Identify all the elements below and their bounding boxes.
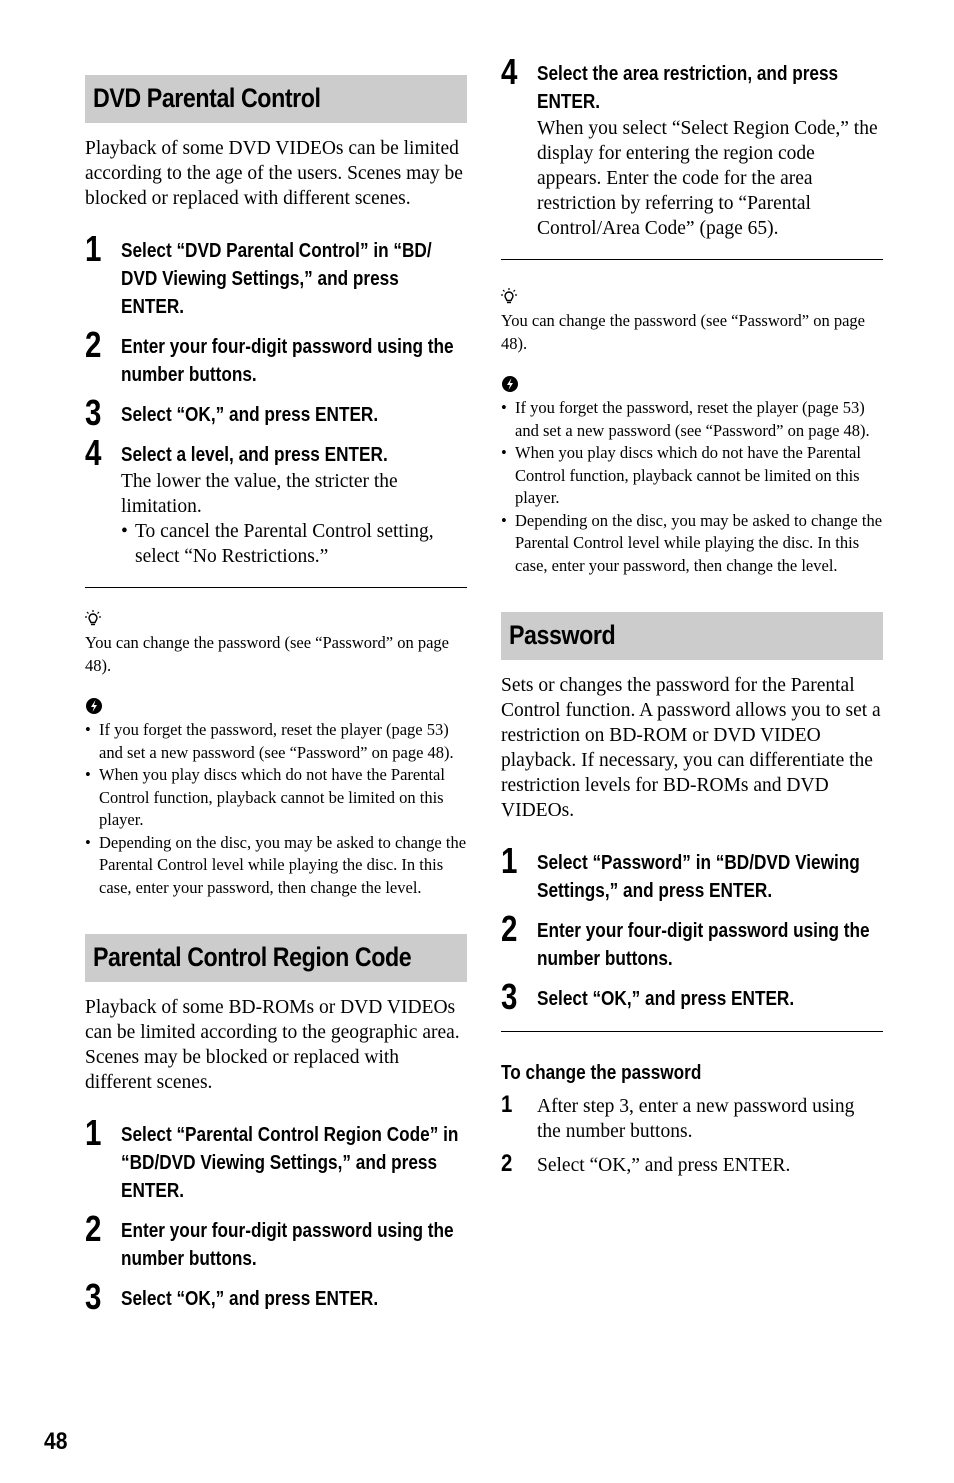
- hint-text: You can change the password (see “Password” on page 48).: [501, 311, 865, 353]
- divider: [501, 259, 883, 260]
- right-column: [501, 51, 883, 1178]
- step-number: 4: [85, 432, 102, 473]
- step-text: Select the area restriction, and press ENTER.: [537, 63, 839, 113]
- step-number: 1: [85, 1112, 102, 1153]
- region-code-steps: [85, 1112, 467, 1317]
- change-step-text: After step 3, enter a new password using the number buttons.: [537, 1096, 855, 1142]
- step-description: The lower the value, the stricter the limitation.: [121, 471, 398, 517]
- step-number: 2: [85, 324, 102, 365]
- step-number: 2: [501, 908, 518, 949]
- step-text: Select “Parental Control Region Code” in “BD/DVD Viewing Settings,” and press ENTER.: [121, 1124, 459, 1202]
- step-number: 2: [85, 1208, 102, 1249]
- note-item: • Depending on the disc, you may be asked to change the Parental Control level while playing the disc. In this case, enter your password, then change the level.: [85, 832, 467, 900]
- dvd-parental-steps: [85, 228, 467, 569]
- step: [85, 1208, 467, 1273]
- change-step: [501, 1091, 883, 1144]
- note-item: • When you play discs which do not have the Parental Control function, playback cannot be limited on this player.: [501, 442, 883, 510]
- step-description: When you select “Select Region Code,” the display for entering the region code appears. Enter the code for the area restriction by referring to “Parental Control/Area Code” (page 65).: [537, 118, 878, 239]
- step: [85, 392, 467, 433]
- change-step-number: 2: [501, 1150, 513, 1177]
- left-column: [85, 75, 467, 1317]
- note-item: • When you play discs which do not have the Parental Control function, playback cannot be limited on this player.: [85, 764, 467, 832]
- step-bullet: • To cancel the Parental Control setting, select “No Restrictions.”: [121, 519, 467, 569]
- step: [501, 51, 883, 241]
- caution-icon: [85, 697, 467, 719]
- step-text: Enter your four-digit password using the number buttons.: [121, 1220, 454, 1270]
- dvd-parental-intro: Playback of some DVD VIDEOs can be limited according to the age of the users. Scenes may be blocked or replaced with different scenes.: [85, 138, 463, 209]
- lightbulb-icon: [85, 610, 467, 632]
- divider: [85, 587, 467, 588]
- section-title-dvd-parental-control: DVD Parental Control: [85, 75, 467, 123]
- change-step-number: 1: [501, 1091, 513, 1118]
- step: [85, 1276, 467, 1317]
- change-password-heading: To change the password: [501, 1062, 702, 1084]
- step-text: Select a level, and press ENTER.: [121, 444, 388, 466]
- step: [85, 228, 467, 321]
- section-title-region-code: Parental Control Region Code: [85, 934, 467, 982]
- step-text: Select “OK,” and press ENTER.: [537, 988, 795, 1010]
- step-text: Select “OK,” and press ENTER.: [121, 404, 379, 426]
- step-text: Enter your four-digit password using the number buttons.: [121, 336, 454, 386]
- divider: [501, 1031, 883, 1032]
- step-text: Enter your four-digit password using the number buttons.: [537, 920, 870, 970]
- step: [501, 840, 883, 905]
- step: [501, 908, 883, 973]
- notes-list: [85, 719, 467, 899]
- step-number: 1: [85, 228, 102, 269]
- step: [85, 1112, 467, 1205]
- notes-list: [501, 397, 883, 577]
- section-title-password: Password: [501, 612, 883, 660]
- note-item: • If you forget the password, reset the player (page 53) and set a new password (see “Password” on page 48).: [501, 397, 883, 442]
- change-step-text: Select “OK,” and press ENTER.: [537, 1155, 791, 1176]
- change-step: [501, 1150, 883, 1178]
- caution-icon: [501, 375, 883, 397]
- step-text: Select “Password” in “BD/DVD Viewing Settings,” and press ENTER.: [537, 852, 860, 902]
- region-code-intro: Playback of some BD-ROMs or DVD VIDEOs can be limited according to the geographic area. Scenes may be blocked or replaced with different scenes.: [85, 997, 460, 1093]
- step-number: 3: [501, 976, 518, 1017]
- step: [85, 324, 467, 389]
- step-text: Select “DVD Parental Control” in “BD/ DVD Viewing Settings,” and press ENTER.: [121, 240, 432, 318]
- lightbulb-icon: [501, 288, 883, 310]
- password-intro: Sets or changes the password for the Parental Control function. A password allows you to set a restriction on BD-ROM or DVD VIDEO playback. If necessary, you can differentiate the restriction levels for BD-ROMs and DVD VIDEOs.: [501, 675, 881, 821]
- step: [501, 976, 883, 1017]
- page-number: 48: [44, 1428, 68, 1455]
- step-text: Select “OK,” and press ENTER.: [121, 1288, 379, 1310]
- step-number: 4: [501, 51, 518, 92]
- note-item: • Depending on the disc, you may be asked to change the Parental Control level while playing the disc. In this case, enter your password, then change the level.: [501, 510, 883, 578]
- step-number: 3: [85, 392, 102, 433]
- step-number: 1: [501, 840, 518, 881]
- note-item: • If you forget the password, reset the player (page 53) and set a new password (see “Password” on page 48).: [85, 719, 467, 764]
- step: [85, 432, 467, 569]
- step-number: 3: [85, 1276, 102, 1317]
- hint-text: You can change the password (see “Password” on page 48).: [85, 633, 449, 675]
- password-steps: [501, 840, 883, 1017]
